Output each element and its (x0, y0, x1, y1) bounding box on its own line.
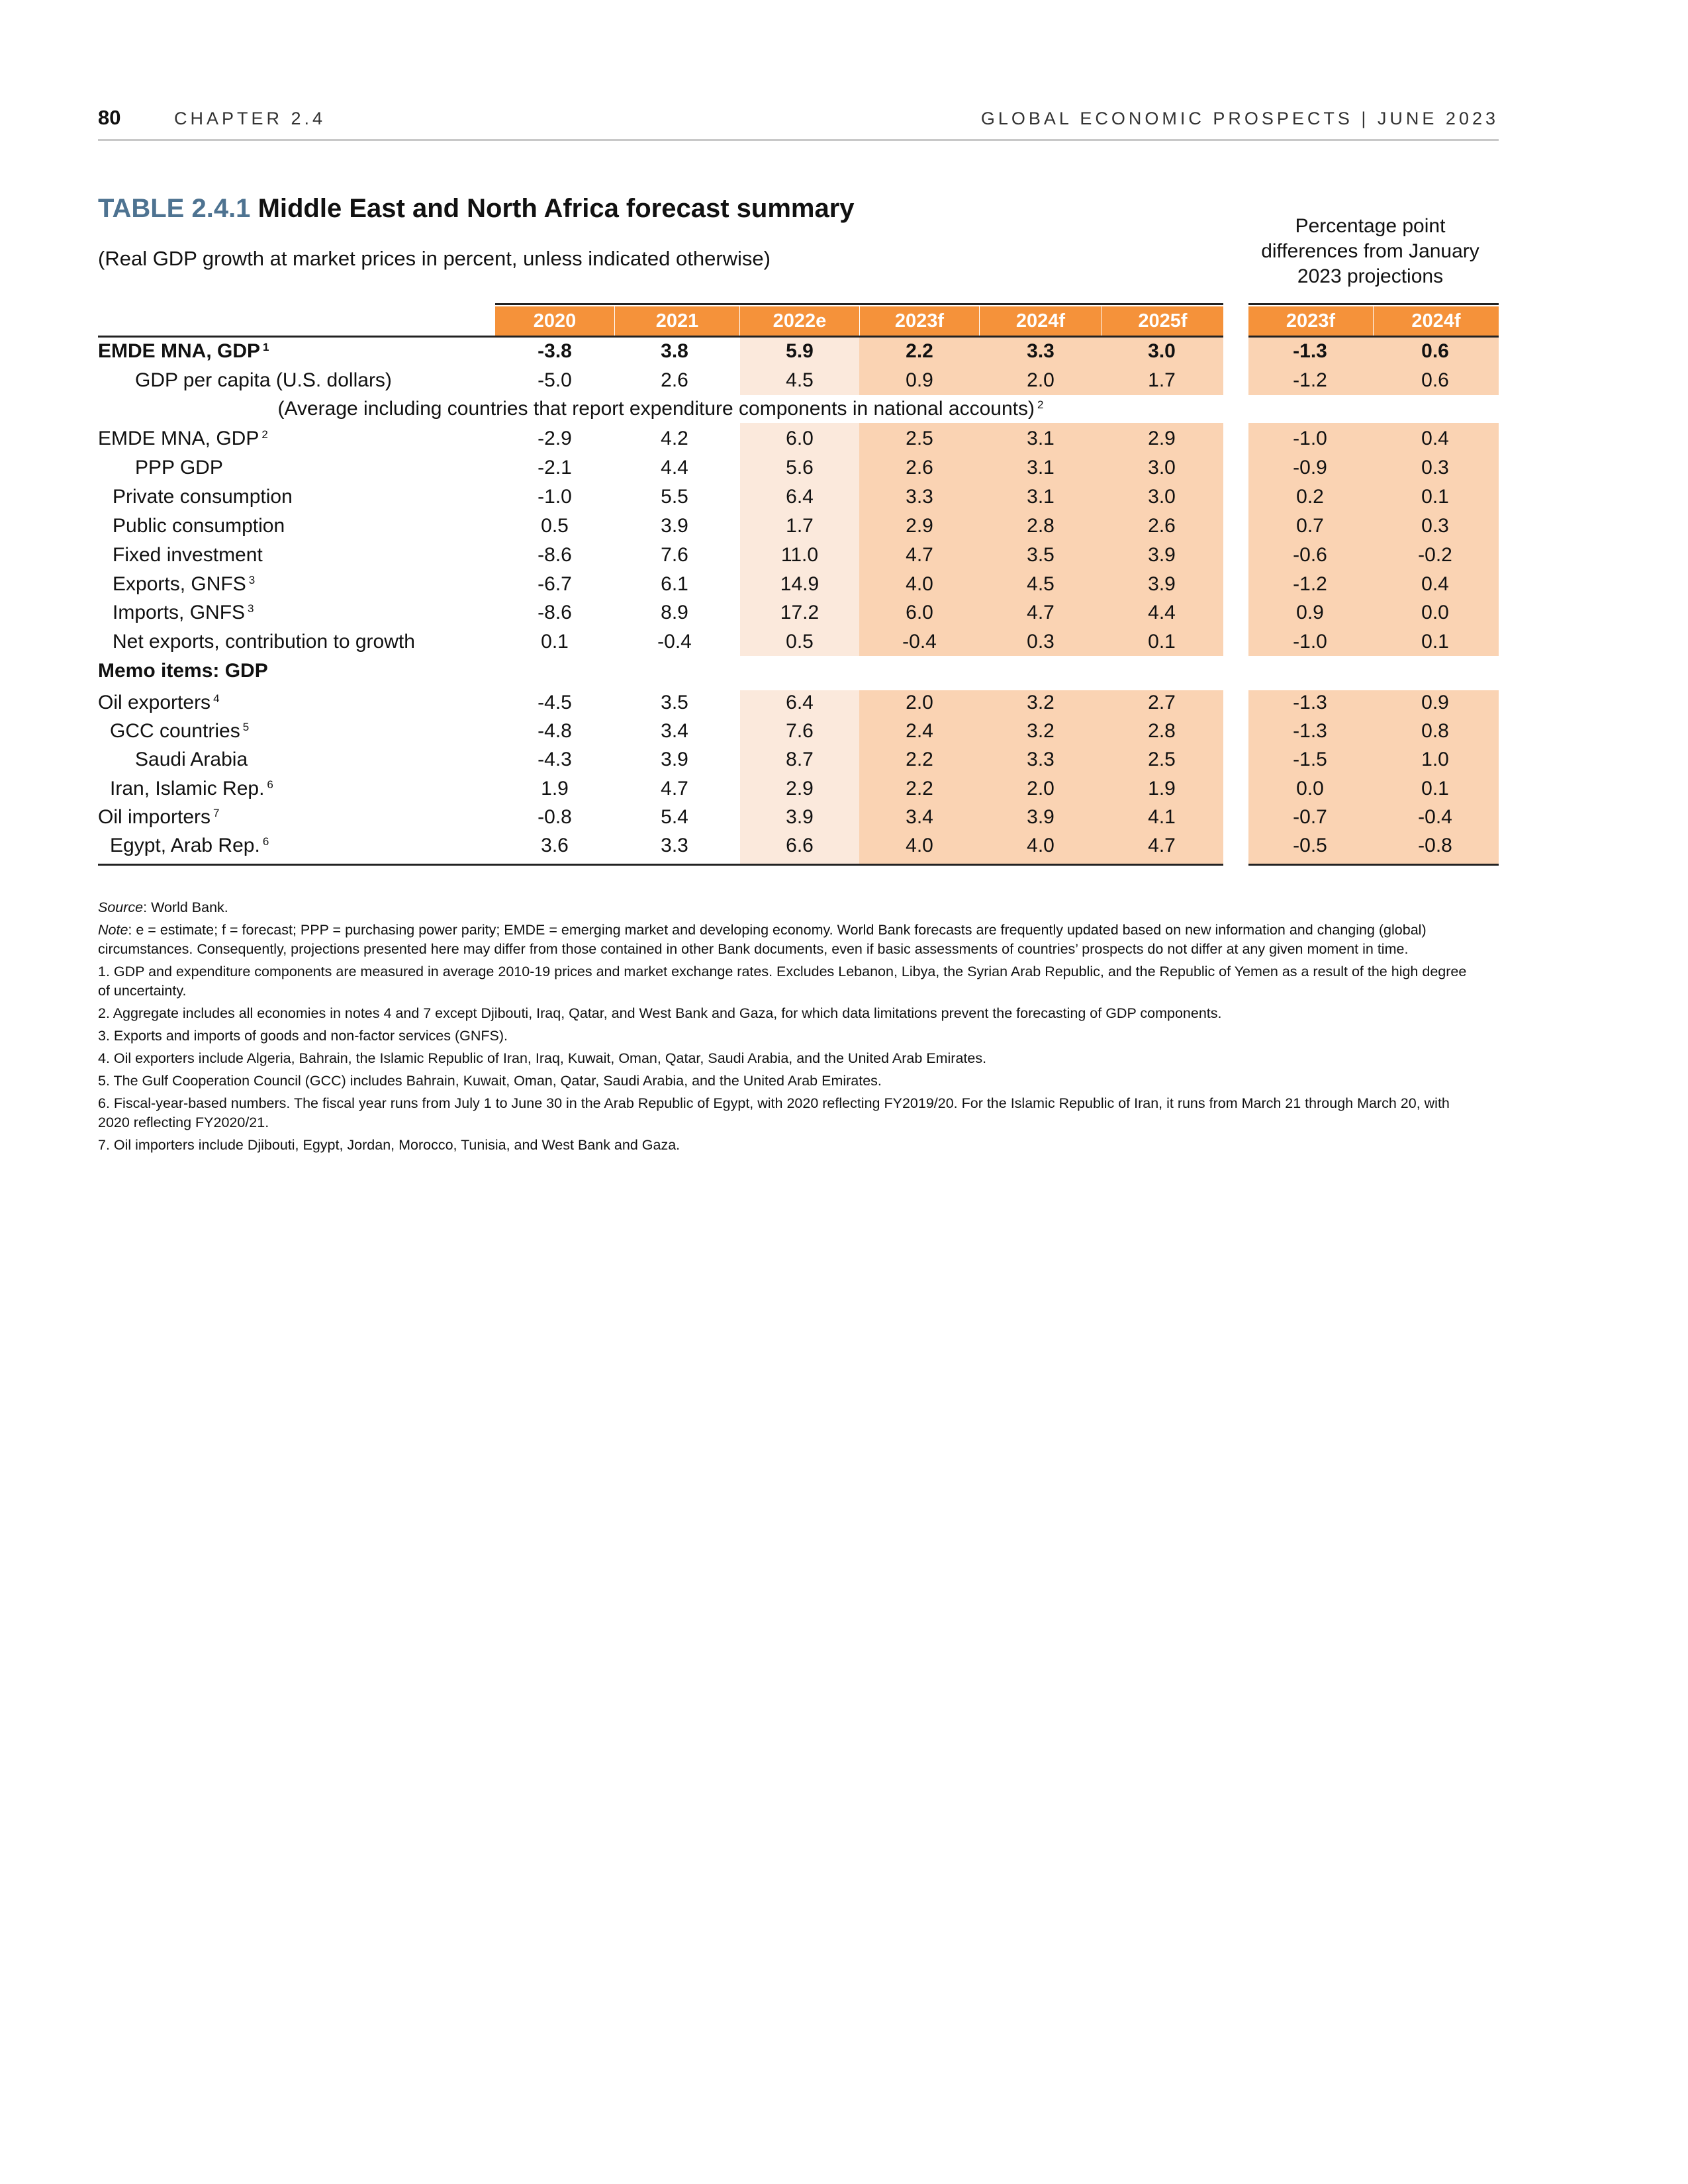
table-row (98, 774, 1499, 803)
value-cell: 1.7 (1148, 369, 1176, 391)
value-cell: -6.7 (538, 572, 572, 595)
row-label (113, 482, 293, 512)
diff-cell: -0.5 (1293, 835, 1327, 856)
value-cell: 2.7 (1148, 692, 1176, 713)
row-label (98, 688, 220, 717)
value-cell: 5.4 (661, 805, 688, 828)
row-label-text: Iran, Islamic Rep. (110, 777, 265, 799)
diff-cell: -0.4 (1418, 805, 1452, 828)
value-cell: 3.1 (1027, 485, 1055, 508)
diff-cell: -0.7 (1293, 805, 1327, 828)
value-cell: 8.9 (661, 602, 688, 624)
table-row (98, 512, 1499, 541)
row-label (113, 598, 254, 627)
row-label (113, 512, 285, 541)
rule (98, 864, 1223, 866)
value-cell: 2.5 (1148, 749, 1176, 771)
table-row (98, 831, 1499, 860)
row-label (110, 831, 269, 860)
value-cell: 1.9 (541, 777, 569, 799)
diff-heading-line: 2023 projections (1297, 265, 1444, 287)
average-note (98, 395, 1223, 423)
value-cell: 3.0 (1148, 340, 1176, 362)
value-cell: 3.9 (786, 805, 814, 828)
table-row (98, 688, 1499, 717)
value-cell: 3.8 (661, 340, 688, 362)
value-cell: -1.0 (538, 485, 572, 508)
table-row (98, 541, 1499, 570)
source-label: Source (98, 899, 144, 915)
value-cell: 2.0 (1027, 777, 1055, 799)
table-title (98, 194, 855, 224)
value-cell: 6.4 (786, 692, 814, 713)
rule (1248, 864, 1499, 866)
diff-cell: 0.2 (1296, 485, 1324, 508)
table-row (98, 598, 1499, 627)
column-header: 2021 (615, 306, 739, 336)
row-label-text: EMDE MNA, GDP (98, 340, 261, 362)
footnote: 5. The Gulf Cooperation Council (GCC) includes Bahrain, Kuwait, Oman, Qatar, Saudi Arabia, and the United Arab Emirates. (98, 1073, 882, 1089)
diff-heading-line: differences from January (1261, 240, 1479, 262)
row-label (113, 570, 255, 599)
value-cell: 3.3 (1027, 749, 1055, 771)
footnote: 6. Fiscal-year-based numbers. The fiscal year runs from July 1 to June 30 in the Arab Republic of Egypt, with 2020 reflecting FY2019/20. For the Islamic Republic of Iran, it runs from March 21 through March 20, with 2020 reflecting FY2020/21. (98, 1095, 1450, 1130)
value-cell: 2.6 (906, 456, 933, 478)
value-cell: 2.9 (786, 777, 814, 799)
value-cell: 3.0 (1148, 485, 1176, 508)
value-cell: 2.9 (906, 514, 933, 537)
note-label: Note (98, 922, 128, 938)
value-cell: 8.7 (786, 749, 814, 771)
diff-cell: -1.0 (1293, 631, 1327, 653)
column-header: 2025f (1102, 306, 1223, 336)
value-cell: 7.6 (661, 543, 688, 566)
diff-cell: 0.1 (1421, 631, 1449, 653)
value-cell: 4.4 (1148, 602, 1176, 624)
value-cell: 1.9 (1148, 777, 1176, 799)
value-cell: -0.8 (538, 805, 572, 828)
table-row (98, 482, 1499, 512)
diff-cell: -1.2 (1293, 369, 1327, 391)
value-cell: 14.9 (780, 572, 820, 595)
column-header: 2022e (740, 306, 859, 336)
value-cell: 4.7 (661, 777, 688, 799)
row-label (135, 366, 392, 395)
value-cell: 2.0 (906, 692, 933, 713)
row-label-text: EMDE MNA, GDP (98, 428, 259, 449)
diff-cell: 0.4 (1421, 428, 1449, 449)
page-header (98, 99, 1499, 141)
note-text: : e = estimate; f = forecast; PPP = purchasing power parity; EMDE = emerging market and developing economy. World Bank forecasts are frequently updated based on new information and changing (global) circumstances. Consequently, projections presented here may differ from those contained in other Bank documents, even if basic assessments of countries’ prospects do not differ at any given moment in time. (98, 922, 1427, 957)
diff-cell: 0.1 (1421, 485, 1449, 508)
row-label (110, 774, 273, 803)
diff-cell: -0.8 (1418, 835, 1452, 856)
rule (1248, 303, 1499, 305)
value-cell: 1.7 (786, 514, 814, 537)
value-cell: 2.0 (1027, 369, 1055, 391)
row-label-text: Saudi Arabia (135, 749, 248, 771)
footnote-ref: 2 (261, 428, 268, 441)
value-cell: 4.7 (1148, 835, 1176, 856)
value-cell: 4.7 (1027, 602, 1055, 624)
table-number: TABLE 2.4.1 (98, 194, 251, 223)
row-label-text: Imports, GNFS (113, 602, 246, 624)
diff-cell: 0.9 (1421, 692, 1449, 713)
value-cell: 2.6 (661, 369, 688, 391)
footnote-ref: 6 (267, 778, 273, 791)
value-cell: 6.6 (786, 835, 814, 856)
value-cell: 7.6 (786, 720, 814, 743)
value-cell: 4.5 (786, 369, 814, 391)
diff-cell: 0.4 (1421, 572, 1449, 595)
table-title-text: Middle East and North Africa forecast summary (258, 194, 855, 223)
value-cell: 3.9 (1148, 543, 1176, 566)
value-cell: -0.4 (657, 631, 692, 653)
row-label-text: Oil exporters (98, 692, 211, 713)
value-cell: 6.4 (786, 485, 814, 508)
table-subtitle: (Real GDP growth at market prices in percent, unless indicated otherwise) (98, 247, 771, 270)
row-label (98, 424, 268, 453)
value-cell: 2.4 (906, 720, 933, 743)
footnote-ref: 3 (248, 573, 256, 586)
table-row (98, 366, 1499, 395)
row-label-text: Fixed investment (113, 543, 263, 566)
row-label-text: Private consumption (113, 485, 293, 508)
value-cell: 3.2 (1027, 692, 1055, 713)
value-cell: 3.9 (661, 514, 688, 537)
column-header: 2023f (860, 306, 979, 336)
footnote: 2. Aggregate includes all economies in notes 4 and 7 except Djibouti, Iraq, Qatar, and West Bank and Gaza, for which data limitations prevent the forecasting of GDP components. (98, 1005, 1222, 1021)
column-header: 2020 (495, 306, 614, 336)
value-cell: 2.9 (1148, 428, 1176, 449)
row-label-text: Oil importers (98, 805, 211, 828)
notes-section (98, 898, 1481, 1158)
table-row (98, 570, 1499, 599)
row-label-text: Public consumption (113, 514, 285, 537)
value-cell: 5.9 (786, 340, 814, 362)
diff-cell: -1.2 (1293, 572, 1327, 595)
diff-cell: 0.3 (1421, 456, 1449, 478)
value-cell: 0.5 (541, 514, 569, 537)
value-cell: 2.5 (906, 428, 933, 449)
diff-column-header: 2023f (1248, 306, 1373, 336)
diff-column-header: 2024f (1374, 306, 1499, 336)
footnote-ref: 3 (248, 602, 254, 615)
diff-cell: 0.9 (1296, 602, 1324, 624)
value-cell: 4.0 (1027, 835, 1055, 856)
footnote-ref: 6 (262, 835, 269, 848)
diff-cell: 1.0 (1421, 749, 1449, 771)
footnote: 7. Oil importers include Djibouti, Egypt, Jordan, Morocco, Tunisia, and West Bank and Gaza. (98, 1137, 680, 1153)
value-cell: 17.2 (780, 602, 820, 624)
row-label (98, 337, 269, 366)
footnote: 4. Oil exporters include Algeria, Bahrain, the Islamic Republic of Iran, Iraq, Kuwait, Oman, Qatar, Saudi Arabia, and the United Arab Emirates. (98, 1050, 987, 1066)
row-label (135, 745, 248, 774)
diff-cell: -1.5 (1293, 749, 1327, 771)
table-row (98, 717, 1499, 746)
footnote-ref: 4 (213, 692, 220, 705)
value-cell: 3.9 (1027, 805, 1055, 828)
value-cell: -0.4 (902, 631, 937, 653)
diff-cell: 0.6 (1421, 340, 1449, 362)
value-cell: 3.9 (1148, 572, 1176, 595)
value-cell: 4.5 (1027, 572, 1055, 595)
row-label-text: GDP per capita (U.S. dollars) (135, 369, 392, 391)
value-cell: -2.1 (538, 456, 572, 478)
value-cell: 0.3 (1027, 631, 1055, 653)
value-cell: 2.2 (906, 777, 933, 799)
diff-cell: 0.0 (1296, 777, 1324, 799)
value-cell: 6.1 (661, 572, 688, 595)
value-cell: 5.5 (661, 485, 688, 508)
row-label-text: GCC countries (110, 720, 240, 743)
value-cell: 6.0 (906, 602, 933, 624)
value-cell: 3.9 (661, 749, 688, 771)
source-text: : World Bank. (143, 899, 228, 915)
publication-title: GLOBAL ECONOMIC PROSPECTS | JUNE 2023 (980, 109, 1499, 128)
value-cell: -4.5 (538, 692, 572, 713)
value-cell: 2.2 (906, 749, 933, 771)
chapter-label: CHAPTER 2.4 (174, 109, 326, 128)
diff-cell: 0.1 (1421, 777, 1449, 799)
diff-cell: 0.0 (1421, 602, 1449, 624)
value-cell: 3.4 (661, 720, 688, 743)
table-row (98, 627, 1499, 657)
row-label (113, 541, 263, 570)
diff-cell: -1.3 (1293, 692, 1327, 713)
value-cell: 2.2 (906, 340, 933, 362)
row-label (98, 803, 220, 832)
value-cell: 6.0 (786, 428, 814, 449)
value-cell: 5.6 (786, 456, 814, 478)
value-cell: 3.3 (906, 485, 933, 508)
value-cell: -4.8 (538, 720, 572, 743)
value-cell: 4.1 (1148, 805, 1176, 828)
value-cell: 2.8 (1148, 720, 1176, 743)
value-cell: -2.9 (538, 428, 572, 449)
value-cell: -8.6 (538, 602, 572, 624)
table-row (98, 803, 1499, 832)
value-cell: 4.0 (906, 572, 933, 595)
value-cell: 3.4 (906, 805, 933, 828)
value-cell: 0.5 (786, 631, 814, 653)
value-cell: 3.1 (1027, 456, 1055, 478)
value-cell: 3.3 (1027, 340, 1055, 362)
value-cell: -5.0 (538, 369, 572, 391)
value-cell: 0.1 (541, 631, 569, 653)
value-cell: 11.0 (780, 543, 819, 566)
diff-cell: -0.9 (1293, 456, 1327, 478)
diff-cell: 0.6 (1421, 369, 1449, 391)
diff-cell: -1.3 (1293, 720, 1327, 743)
value-cell: 3.6 (541, 835, 569, 856)
row-label-text: Exports, GNFS (113, 572, 246, 595)
footnote-ref: 7 (213, 806, 220, 819)
value-cell: -3.8 (538, 340, 572, 362)
value-cell: 4.7 (906, 543, 933, 566)
table-row (98, 337, 1499, 366)
value-cell: -4.3 (538, 749, 572, 771)
value-cell: 3.2 (1027, 720, 1055, 743)
row-label (135, 453, 223, 482)
source-line (98, 898, 1481, 917)
rule (495, 303, 1223, 305)
table-row (98, 424, 1499, 453)
diff-cell: 0.3 (1421, 514, 1449, 537)
page-number: 80 (98, 106, 121, 129)
table-row (98, 453, 1499, 482)
row-label-text: Egypt, Arab Rep. (110, 835, 260, 856)
memo-heading: Memo items: GDP (98, 660, 268, 682)
diff-cell: 0.7 (1296, 514, 1324, 537)
value-cell: 3.1 (1027, 428, 1055, 449)
row-label-text: Net exports, contribution to growth (113, 631, 415, 653)
value-cell: 3.5 (661, 692, 688, 713)
value-cell: 0.1 (1148, 631, 1176, 653)
row-label (110, 717, 249, 746)
footnote-ref: 2 (1037, 398, 1044, 411)
value-cell: 3.3 (661, 835, 688, 856)
row-label (113, 627, 415, 657)
value-cell: 2.6 (1148, 514, 1176, 537)
diff-cell: -0.2 (1418, 543, 1452, 566)
value-cell: 4.2 (661, 428, 688, 449)
value-cell: -8.6 (538, 543, 572, 566)
footnote-ref: 5 (242, 721, 250, 734)
footnote-ref: 1 (263, 341, 269, 353)
note-line (98, 921, 1481, 959)
diff-heading-line: Percentage point (1295, 215, 1446, 237)
diff-cell: -0.6 (1293, 543, 1327, 566)
value-cell: 2.8 (1027, 514, 1055, 537)
diff-cell: -1.3 (1293, 340, 1327, 362)
column-header: 2024f (980, 306, 1102, 336)
value-cell: 4.0 (906, 835, 933, 856)
value-cell: 0.9 (906, 369, 933, 391)
average-note-text: (Average including countries that report expenditure components in national accounts) (277, 398, 1035, 420)
diff-heading (1244, 214, 1496, 289)
value-cell: 3.5 (1027, 543, 1055, 566)
value-cell: 3.0 (1148, 456, 1176, 478)
value-cell: 4.4 (661, 456, 688, 478)
table-row (98, 745, 1499, 774)
diff-cell: 0.8 (1421, 720, 1449, 743)
footnote: 3. Exports and imports of goods and non-factor services (GNFS). (98, 1028, 508, 1044)
diff-cell: -1.0 (1293, 428, 1327, 449)
footnote: 1. GDP and expenditure components are measured in average 2010-19 prices and market exchange rates. Excludes Lebanon, Libya, the Syrian Arab Republic, and the Republic of Yemen as a result of the high degree of uncertainty. (98, 964, 1467, 999)
row-label-text: PPP GDP (135, 456, 223, 478)
